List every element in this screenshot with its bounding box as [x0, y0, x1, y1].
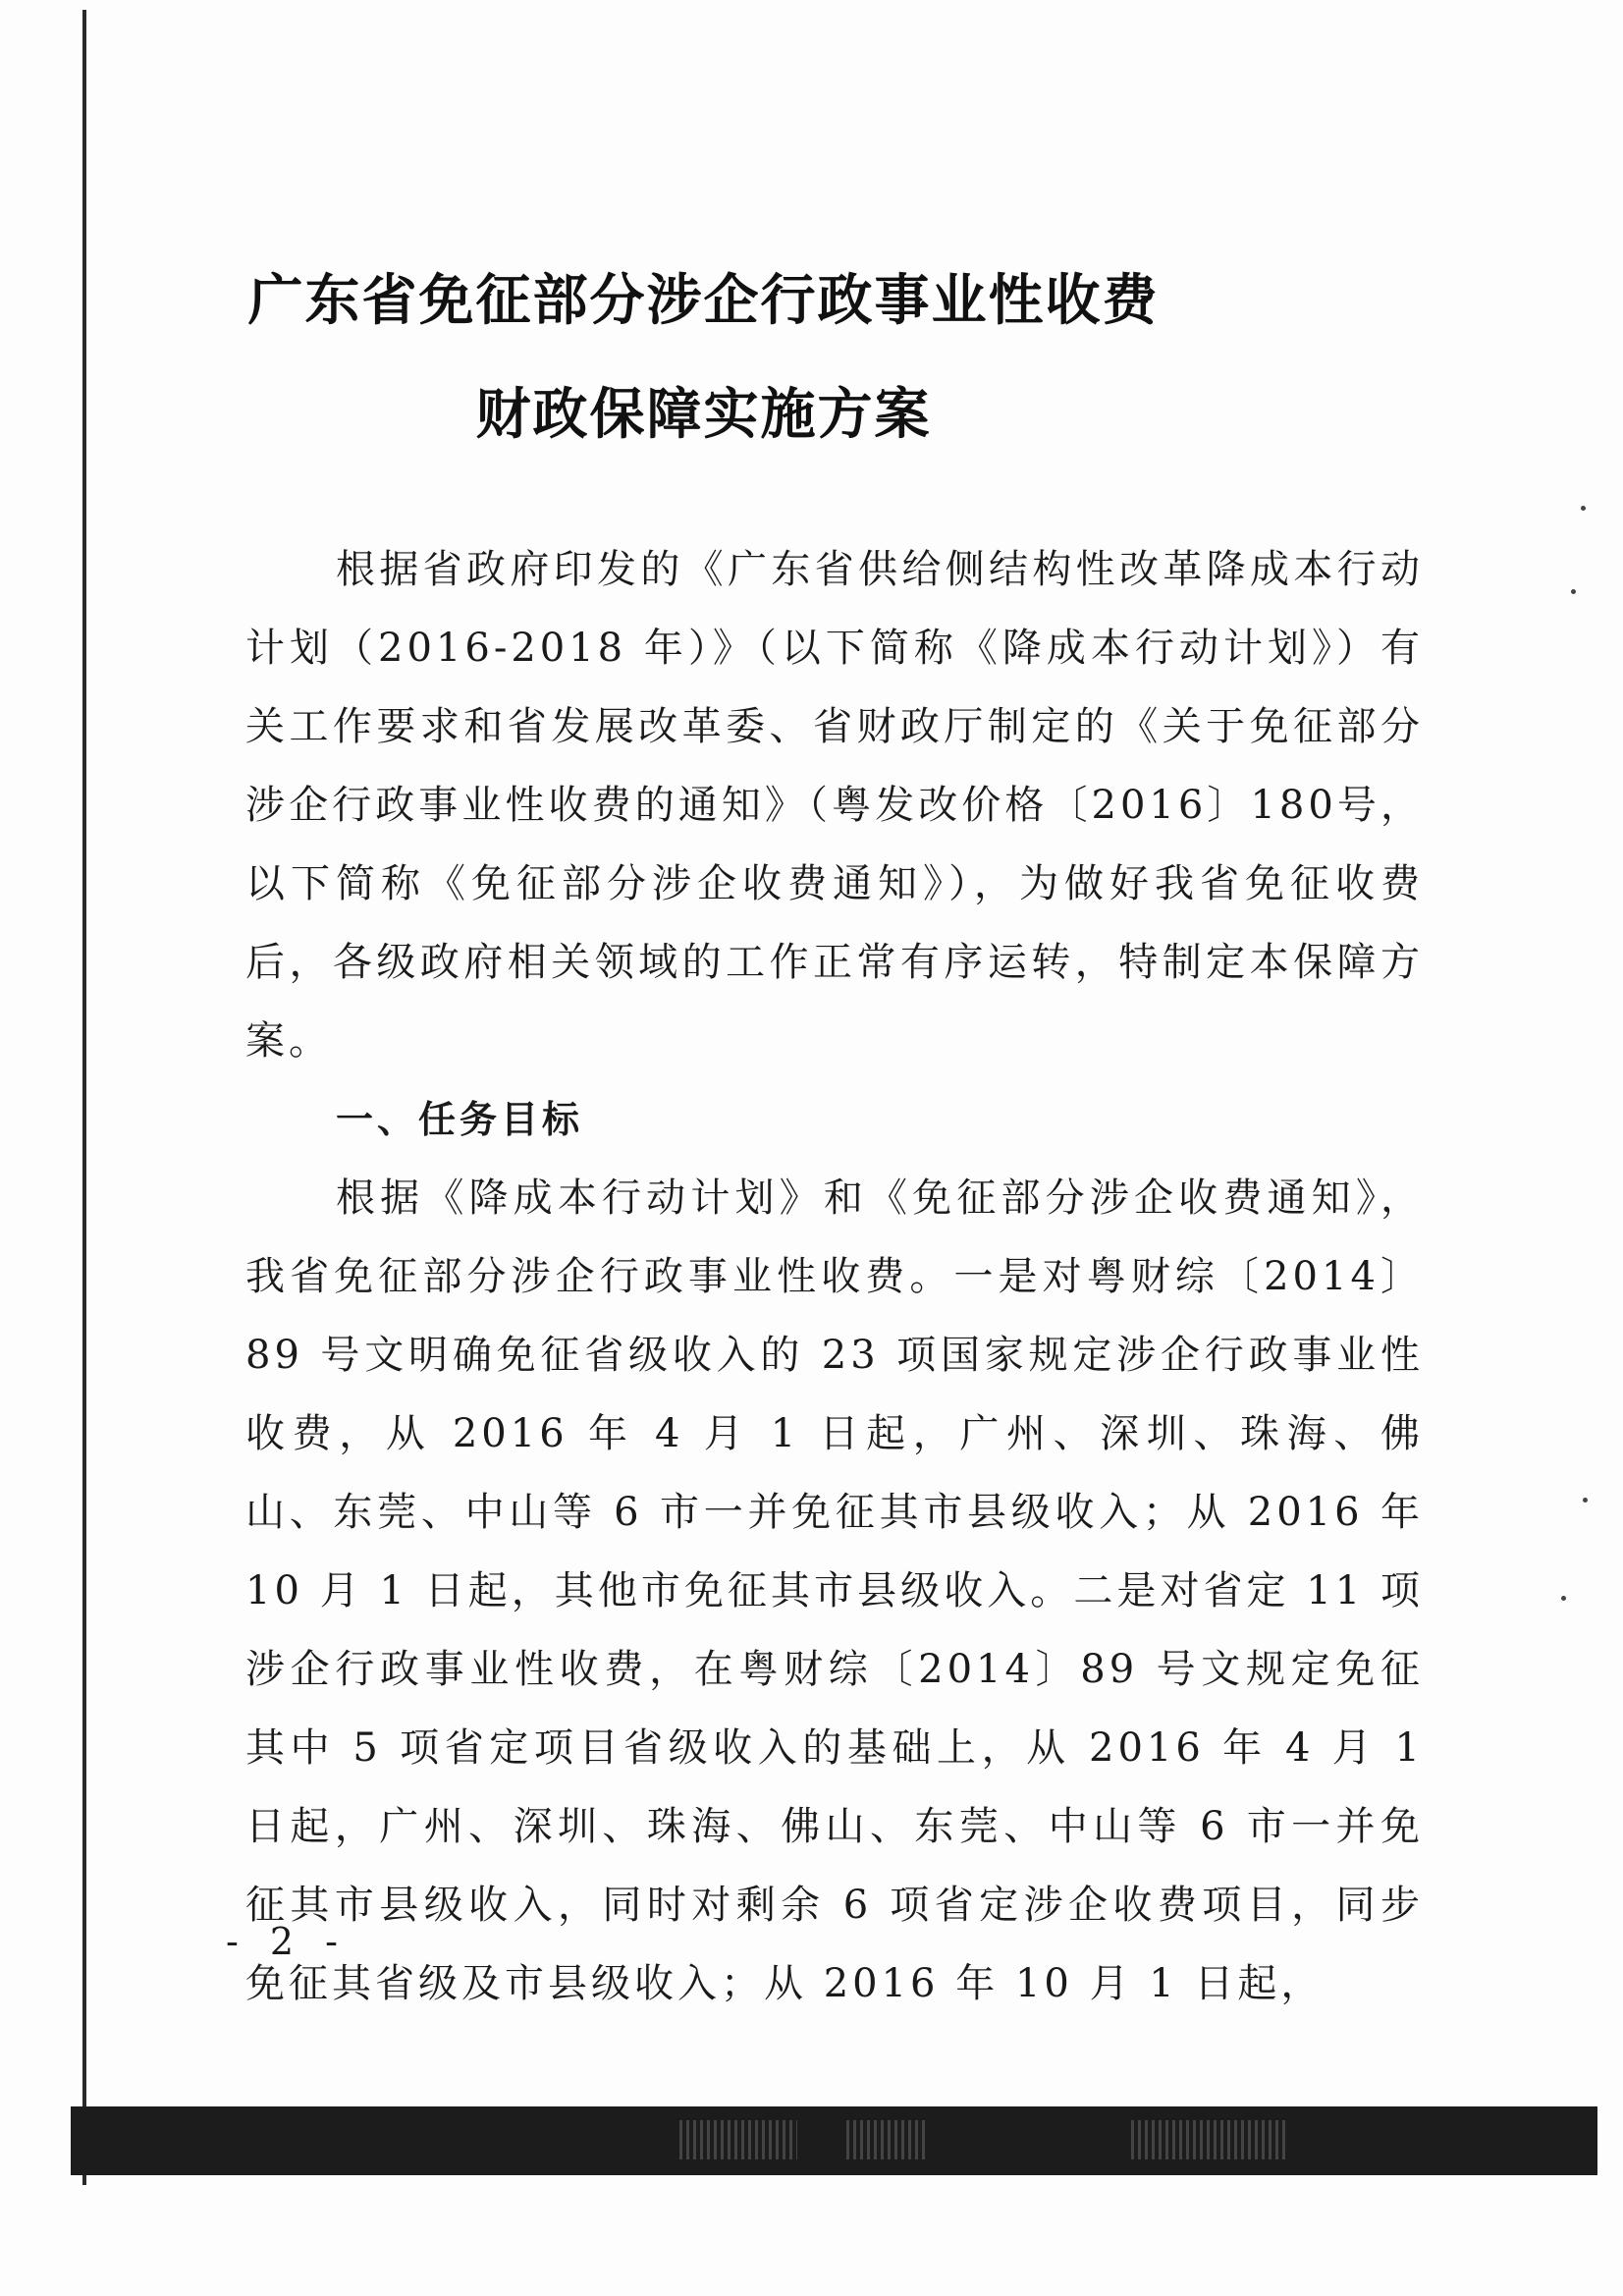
scan-speckle	[679, 2120, 797, 2159]
scan-artifact-band	[71, 2106, 1597, 2175]
scan-dot	[1561, 1596, 1566, 1601]
scan-dot	[1571, 589, 1576, 594]
binding-edge	[82, 10, 86, 2185]
section-heading: 一、任务目标	[336, 1098, 584, 1141]
scan-dot	[1581, 506, 1586, 511]
scan-dot	[1583, 1498, 1588, 1503]
document-body	[245, 530, 1424, 2023]
scan-speckle	[1131, 2120, 1288, 2159]
intro-paragraph: 根据省政府印发的《广东省供给侧结构性改革降成本行动计划（2016-2018 年）》（以下简称《降成本行动计划》）有关工作要求和省发展改革委、省财政厅制定的《关于免征部分涉企行政事业性收费的通知》（粤发改价格〔2016〕180号，以下简称《免征部分涉企收费通知》），为做好我省免征收费后，各级政府相关领域的工作正常有序运转，特制定本保障方案。	[245, 547, 1424, 1064]
page-number: - 2 -	[226, 1920, 349, 1963]
scan-speckle	[846, 2120, 925, 2159]
document-title-line-1: 广东省免征部分涉企行政事业性收费	[247, 269, 1160, 333]
section-paragraph: 根据《降成本行动计划》和《免征部分涉企收费通知》，我省免征部分涉企行政事业性收费。一是对粤财综〔2014〕89 号文明确免征省级收入的 23 项国家规定涉企行政事业性收费，从 2016 年 4 月 1 日起，广州、深圳、珠海、佛山、东莞、中山等 6 市一并免征其市县级收入；从 2016 年 10 月 1 日起，其他市免征其市县级收入。二是对省定 11 项涉企行政事业性收费，在粤财综〔2014〕89 号文规定免征其中 5 项省定项目省级收入的基础上，从 2016 年 4 月 1 日起，广州、深圳、珠海、佛山、东莞、中山等 6 市一并免征其市县级收入，同时对剩余 6 项省定涉企收费项目，同步免征其省级及市县级收入；从 2016 年 10 月 1 日起，	[245, 1175, 1424, 2006]
document-title-line-2: 财政保障实施方案	[475, 383, 932, 447]
